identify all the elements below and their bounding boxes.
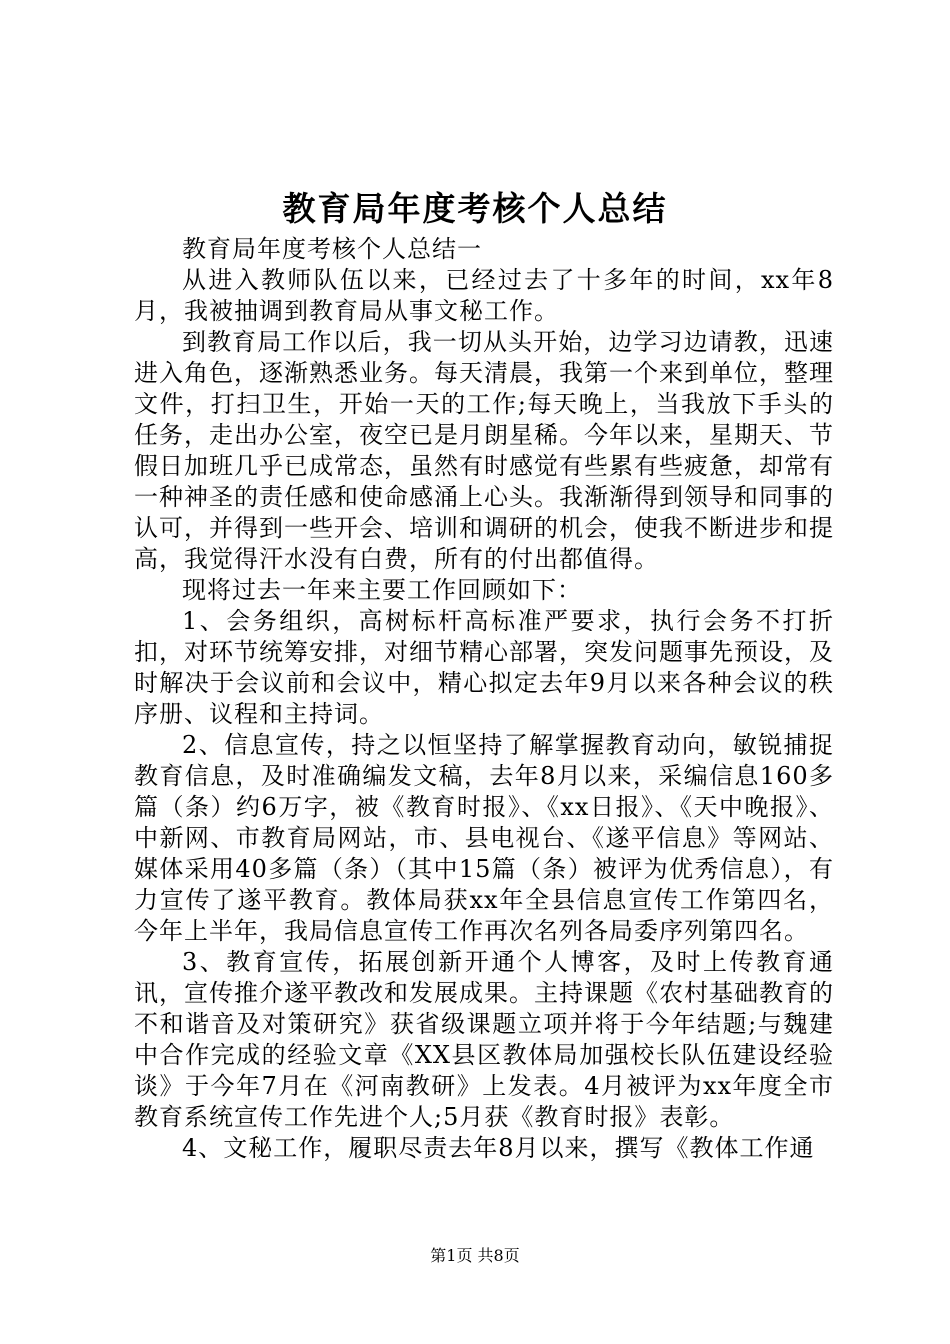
paragraph: 到教育局工作以后，我一切从头开始，边学习边请教，迅速进入角色，逐渐熟悉业务。每天清晨，我第一个来到单位，整理文件，打扫卫生，开始一天的工作;每天晚上，当我放下手头的任务，走出办公室，夜空已是月朗星稀。今年以来，星期天、节假日加班几乎已成常态，虽然有时感觉有些累有些疲惫，却常有一种神圣的责任感和使命感涌上心头。我渐渐得到领导和同事的认可，并得到一些开会、培训和调研的机会，使我不断进步和提高，我觉得汗水没有白费，所有的付出都值得。	[134, 328, 834, 573]
document-title: 教育局年度考核个人总结	[282, 189, 668, 228]
paragraph-subtitle: 教育局年度考核个人总结一	[182, 235, 482, 263]
paragraph: 现将过去一年来主要工作回顾如下：	[182, 576, 582, 604]
document-body	[134, 234, 834, 1164]
paragraph: 4、文秘工作，履职尽责去年8月以来，撰写《教体工作通	[182, 1134, 815, 1162]
paragraph: 从进入教师队伍以来，已经过去了十多年的时间，xx年8月，我被抽调到教育局从事文秘工作。	[134, 266, 834, 325]
page-footer: 第1页 共8页	[430, 1246, 520, 1265]
paragraph: 2、信息宣传，持之以恒坚持了解掌握教育动向，敏锐捕捉教育信息，及时准确编发文稿，去年8月以来，采编信息160多篇（条）约6万字，被《教育时报》、《xx日报》、《天中晚报》、中新网、市教育局网站，市、县电视台、《遂平信息》等网站、媒体采用40多篇（条）（其中15篇（条）被评为优秀信息），有力宣传了遂平教育。教体局获xx年全县信息宣传工作第四名，今年上半年，我局信息宣传工作再次名列各局委序列第四名。	[134, 731, 834, 945]
paragraph: 3、教育宣传，拓展创新开通个人博客，及时上传教育通讯，宣传推介遂平教改和发展成果。主持课题《农村基础教育的不和谐音及对策研究》获省级课题立项并将于今年结题;与魏建中合作完成的经验文章《XX县区教体局加强校长队伍建设经验谈》于今年7月在《河南教研》上发表。4月被评为xx年度全市教育系统宣传工作先进个人;5月获《教育时报》表彰。	[134, 948, 834, 1131]
paragraph: 1、会务组织，高树标杆高标准严要求，执行会务不打折扣，对环节统筹安排，对细节精心部署，突发问题事先预设，及时解决于会议前和会议中，精心拟定去年9月以来各种会议的秩序册、议程和主持词。	[134, 607, 834, 728]
